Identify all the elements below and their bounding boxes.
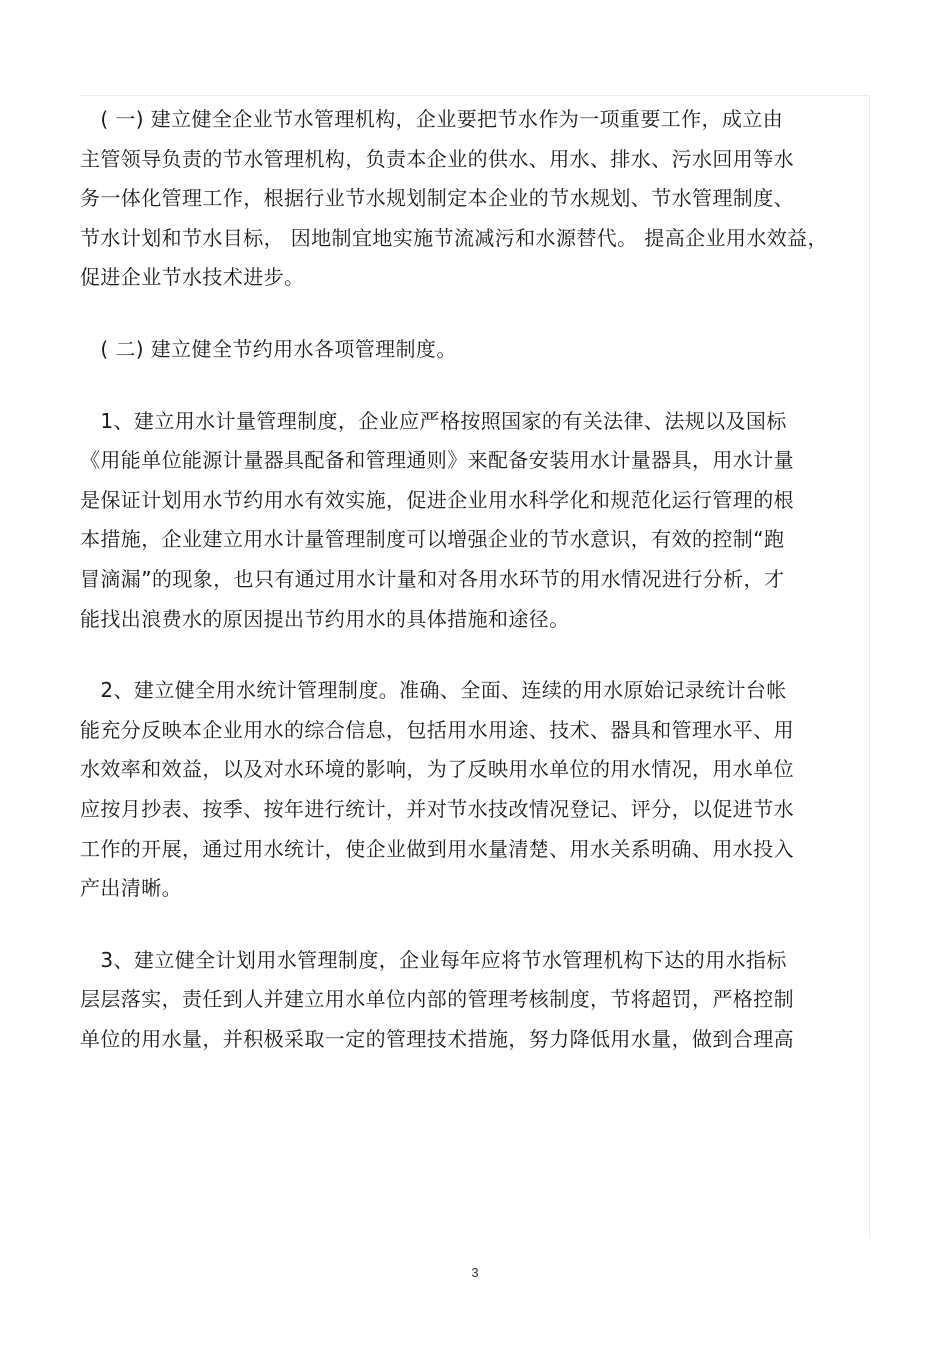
document-body <box>80 100 850 1059</box>
page-number: 3 <box>471 1265 479 1280</box>
page-border-top <box>80 95 870 96</box>
paragraph-water-management-organization: ( 一) 建立健全企业节水管理机构，企业要把节水作为一项重要工作，成立由 主管领导负责的节水管理机构，负责本企业的供水、用水、排水、污水回用等水 务一体化管理工作，根据行业节水规划制定本企业的节水规划、节水管理制度、 节水计划和节水目标， 因地制宜地实施节流减污和水源替代。 提高企业用水效益， 促进企业节水技术进步。 <box>80 107 828 290</box>
paragraph-water-statistics-system: 2、建立健全用水统计管理制度。准确、全面、连续的用水原始记录统计台帐 能充分反映本企业用水的综合信息，包括用水用途、技术、器具和管理水平、用 水效率和效益，以及对水环境的影响，为了反映用水单位的用水情况，用水单位 应按月抄表、按季、按年进行统计，并对节水技改情况登记、评分，以促进节水 工作的开展，通过用水统计，使企业做到用水量清楚、用水关系明确、用水投入 产出清晰。 <box>80 678 794 901</box>
paragraph-management-systems-heading: ( 二) 建立健全节约用水各项管理制度。 <box>80 336 457 361</box>
paragraph-planned-water-use-system: 3、建立健全计划用水管理制度，企业每年应将节水管理机构下达的用水指标 层层落实，责任到人并建立用水单位内部的管理考核制度，节将超罚，严格控制 单位的用水量，并积极采取一定的管理技术措施，努力降低用水量，做到合理高 <box>80 947 794 1051</box>
paragraph-water-metering-system: 1、建立用水计量管理制度，企业应严格按照国家的有关法律、法规以及国标 《用能单位能源计量器具配备和管理通则》来配备安装用水计量器具，用水计量 是保证计划用水节约用水有效实施，促进企业用水科学化和规范化运行管理的根 本措施，企业建立用水计量管理制度可以增强企业的节水意识，有效的控制“跑 冒滴漏”的现象，也只有通过用水计量和对各用水环节的用水情况进行分析，才 能找出浪费水的原因提出节约用水的具体措施和途径。 <box>80 408 794 631</box>
page-border-right <box>869 95 870 1238</box>
